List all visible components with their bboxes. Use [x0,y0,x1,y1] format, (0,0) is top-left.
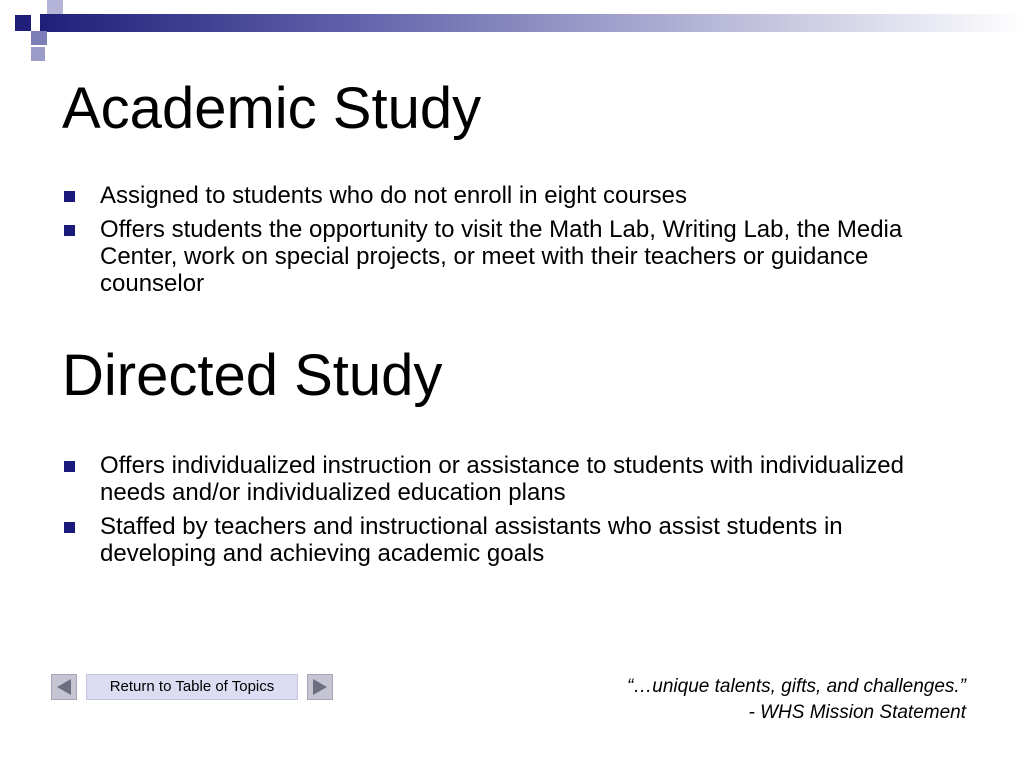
section-title-directed-study: Directed Study [62,343,443,408]
previous-slide-button[interactable] [51,674,77,700]
header-gradient-bar [40,14,1024,32]
bullet-list-academic-study [62,182,962,304]
mission-quote: “…unique talents, gifts, and challenges.” [626,676,966,697]
bullet-square-icon [64,191,75,202]
next-slide-button[interactable] [307,674,333,700]
header-square-dark [15,15,31,31]
return-to-table-of-topics-button[interactable]: Return to Table of Topics [86,674,298,700]
header-square-small [31,47,45,61]
list-item [62,513,962,567]
bullet-text: Offers individualized instruction or assistance to students with individualized needs and/or individualized education plans [100,452,904,506]
triangle-right-icon [308,675,332,699]
bullet-square-icon [64,225,75,236]
list-item [62,216,962,297]
list-item [62,452,962,506]
section-title-academic-study: Academic Study [62,76,482,141]
header-square-light [47,0,63,14]
bullet-list-directed-study [62,452,962,574]
list-item [62,182,962,209]
bullet-text: Offers students the opportunity to visit the Math Lab, Writing Lab, the Media Center, work on special projects, or meet with their teachers or guidance counselor [100,216,903,297]
mission-attribution: - WHS Mission Statement [748,702,966,723]
header-square-mid [31,31,47,45]
bullet-square-icon [64,522,75,533]
bullet-square-icon [64,461,75,472]
bullet-text: Assigned to students who do not enroll in eight courses [100,182,688,209]
triangle-left-icon [52,675,76,699]
bullet-text: Staffed by teachers and instructional assistants who assist students in developing and achieving academic goals [100,513,843,567]
